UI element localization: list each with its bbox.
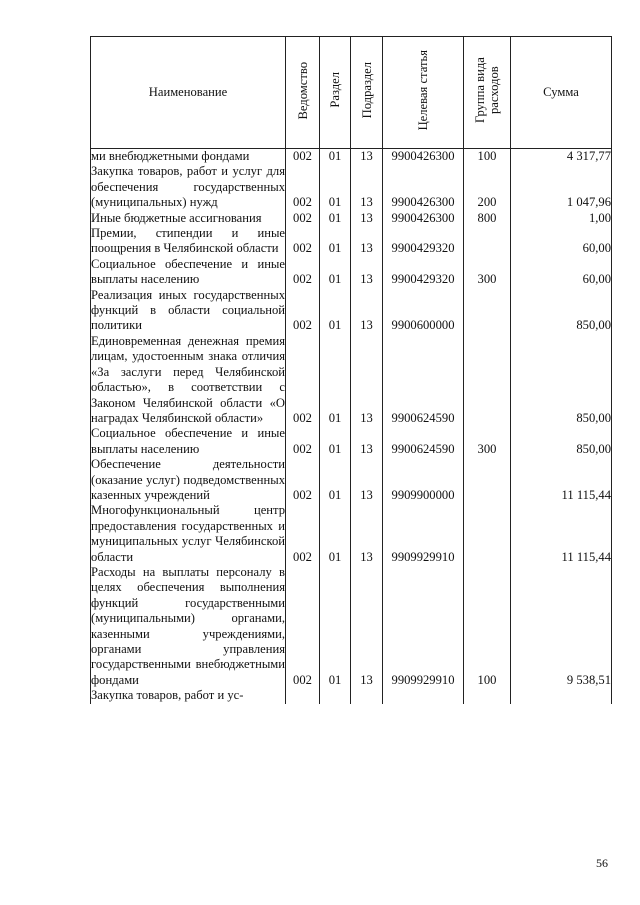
row-subsection: 13 <box>351 426 383 457</box>
header-name: Наименование <box>91 37 286 149</box>
row-subsection: 13 <box>351 457 383 503</box>
row-exp-group: 800 <box>464 211 511 226</box>
table-row <box>91 334 612 426</box>
row-name: Премии, стипендии и иные поощрения в Челябинской области <box>91 226 285 256</box>
row-sum: 11 115,44 <box>511 457 612 503</box>
row-exp-group <box>464 334 511 426</box>
row-section: 01 <box>320 565 351 688</box>
row-dept: 002 <box>286 334 320 426</box>
row-subsection: 13 <box>351 288 383 334</box>
row-dept: 002 <box>286 426 320 457</box>
row-section: 01 <box>320 334 351 426</box>
header-subsection: Подраздел <box>351 37 383 149</box>
row-sum: 1 047,96 <box>511 164 612 210</box>
budget-table <box>90 36 612 704</box>
table-header-row <box>91 37 612 149</box>
row-sum: 850,00 <box>511 426 612 457</box>
row-exp-group: 100 <box>464 565 511 688</box>
row-dept: 002 <box>286 164 320 210</box>
row-target: 9900426300 <box>383 164 464 210</box>
row-exp-group <box>464 226 511 257</box>
row-subsection: 13 <box>351 211 383 226</box>
row-subsection: 13 <box>351 257 383 288</box>
row-sum: 11 115,44 <box>511 503 612 565</box>
header-sum: Сумма <box>511 37 612 149</box>
row-subsection: 13 <box>351 149 383 165</box>
row-dept: 002 <box>286 226 320 257</box>
table-row <box>91 149 612 165</box>
header-section: Раздел <box>320 37 351 149</box>
row-section: 01 <box>320 226 351 257</box>
row-dept: 002 <box>286 503 320 565</box>
row-subsection <box>351 688 383 703</box>
row-subsection: 13 <box>351 334 383 426</box>
row-target: 9900600000 <box>383 288 464 334</box>
row-dept: 002 <box>286 457 320 503</box>
row-subsection: 13 <box>351 164 383 210</box>
row-name: Социальное обеспечение и иные выплаты населению <box>91 256 285 287</box>
row-dept: 002 <box>286 257 320 288</box>
row-target: 9900429320 <box>383 226 464 257</box>
row-exp-group: 300 <box>464 257 511 288</box>
row-sum: 850,00 <box>511 334 612 426</box>
row-name: Иные бюджетные ассигнования <box>91 211 286 226</box>
row-name: Многофункциональный центр предоставления государственных и муниципальных услуг Челябинской области <box>91 503 285 564</box>
row-sum: 9 538,51 <box>511 565 612 688</box>
row-exp-group <box>464 457 511 503</box>
row-target: 9909929910 <box>383 503 464 565</box>
row-name: ми внебюджетными фондами <box>91 149 286 165</box>
table-row <box>91 457 612 503</box>
row-section: 01 <box>320 164 351 210</box>
row-subsection: 13 <box>351 226 383 257</box>
row-section: 01 <box>320 257 351 288</box>
table-row <box>91 226 612 257</box>
table-row <box>91 164 612 210</box>
row-dept <box>286 688 320 703</box>
table-row <box>91 288 612 334</box>
table-row <box>91 503 612 565</box>
row-exp-group <box>464 688 511 703</box>
row-target: 9900624590 <box>383 426 464 457</box>
row-subsection: 13 <box>351 565 383 688</box>
row-name: Социальное обеспечение и иные выплаты населению <box>91 426 285 456</box>
row-target: 9900426300 <box>383 211 464 226</box>
header-target: Целевая статья <box>383 37 464 149</box>
table-row <box>91 426 612 457</box>
row-sum: 60,00 <box>511 226 612 257</box>
row-exp-group <box>464 503 511 565</box>
page-number: 56 <box>596 856 608 870</box>
row-sum: 850,00 <box>511 288 612 334</box>
table-row <box>91 211 612 226</box>
row-target: 9900426300 <box>383 149 464 165</box>
row-target: 9900624590 <box>383 334 464 426</box>
row-section: 01 <box>320 288 351 334</box>
row-sum <box>511 688 612 703</box>
row-exp-group: 300 <box>464 426 511 457</box>
row-section: 01 <box>320 211 351 226</box>
table-row <box>91 688 612 703</box>
header-dept: Ведомство <box>286 37 320 149</box>
header-exp-group: Группа вида расходов <box>464 37 511 149</box>
row-dept: 002 <box>286 565 320 688</box>
row-exp-group <box>464 288 511 334</box>
row-target <box>383 688 464 703</box>
row-section: 01 <box>320 457 351 503</box>
row-exp-group: 100 <box>464 149 511 165</box>
row-exp-group: 200 <box>464 164 511 210</box>
row-subsection: 13 <box>351 503 383 565</box>
row-section: 01 <box>320 426 351 457</box>
row-name: Расходы на выплаты персоналу в целях обеспечения выполнения функций государственными (муниципальными) органами, казенными учреждениями, органами управления государственными внебюджетными фондами <box>91 564 285 687</box>
row-sum: 60,00 <box>511 257 612 288</box>
row-name: Обеспечение деятельности (оказание услуг) подведомственных казенных учреждений <box>91 457 285 502</box>
row-name: Закупка товаров, работ и ус- <box>91 688 286 703</box>
table-row <box>91 565 612 688</box>
row-name: Реализация иных государственных функций в области социальной политики <box>91 287 285 333</box>
row-target: 9909929910 <box>383 565 464 688</box>
row-section <box>320 688 351 703</box>
row-name: Единовременная денежная премия лицам, удостоенным знака отличия «За заслуги перед Челябинской областью», в соответствии с Законом Челябинской области «О наградах Челябинской области» <box>91 333 285 425</box>
row-dept: 002 <box>286 149 320 165</box>
row-dept: 002 <box>286 288 320 334</box>
row-section: 01 <box>320 503 351 565</box>
row-target: 9909900000 <box>383 457 464 503</box>
row-dept: 002 <box>286 211 320 226</box>
row-name: Закупка товаров, работ и услуг для обеспечения государственных (муниципальных) нужд <box>91 164 285 210</box>
row-section: 01 <box>320 149 351 165</box>
row-sum: 4 317,77 <box>511 149 612 165</box>
row-target: 9900429320 <box>383 257 464 288</box>
table-row <box>91 257 612 288</box>
row-sum: 1,00 <box>511 211 612 226</box>
